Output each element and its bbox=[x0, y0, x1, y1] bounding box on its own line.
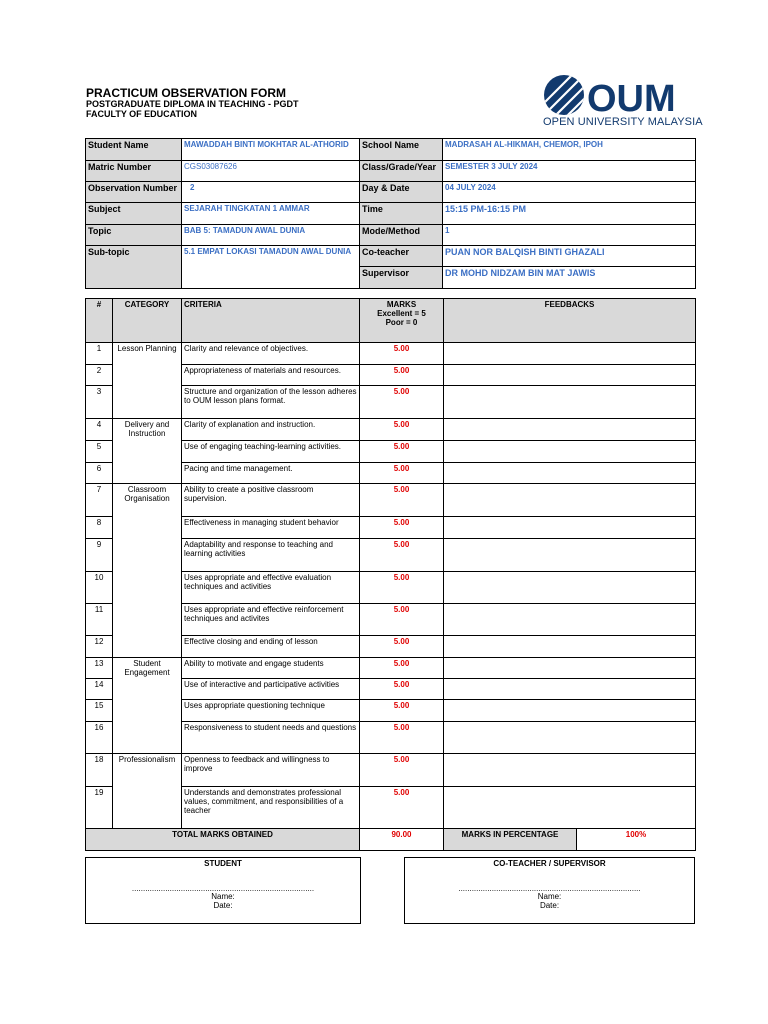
feedback-cell[interactable] bbox=[444, 463, 696, 484]
supervisor-signature-title: CO-TEACHER / SUPERVISOR bbox=[493, 859, 606, 868]
criteria-text: Clarity and relevance of objectives. bbox=[182, 343, 360, 365]
feedback-cell[interactable] bbox=[444, 517, 696, 539]
category-classroom: Classroom Organisation bbox=[113, 484, 182, 658]
class-label: Class/Grade/Year bbox=[360, 161, 443, 182]
table-row bbox=[86, 484, 696, 517]
row-number: 11 bbox=[86, 604, 113, 636]
mode-label: Mode/Method bbox=[360, 225, 443, 246]
feedback-cell[interactable] bbox=[444, 679, 696, 700]
category-professionalism: Professionalism bbox=[113, 754, 182, 829]
marks-header-title: MARKS bbox=[386, 300, 417, 309]
table-row bbox=[86, 658, 696, 679]
row-number: 14 bbox=[86, 679, 113, 700]
mark-value: 5.00 bbox=[360, 787, 444, 829]
row-number: 16 bbox=[86, 722, 113, 754]
mark-value: 5.00 bbox=[360, 658, 444, 679]
criteria-text: Use of interactive and participative activities bbox=[182, 679, 360, 700]
table-row bbox=[86, 343, 696, 365]
feedback-cell[interactable] bbox=[444, 754, 696, 787]
subtopic-label: Sub-topic bbox=[86, 246, 182, 289]
col-category-header: CATEGORY bbox=[113, 299, 182, 343]
feedback-cell[interactable] bbox=[444, 604, 696, 636]
row-number: 18 bbox=[86, 754, 113, 787]
row-number: 4 bbox=[86, 419, 113, 441]
marks-header-excellent: Excellent = 5 bbox=[377, 309, 426, 318]
criteria-text: Use of engaging teaching-learning activities. bbox=[182, 441, 360, 463]
form-title: PRACTICUM OBSERVATION FORM bbox=[86, 86, 286, 100]
mark-value: 5.00 bbox=[360, 722, 444, 754]
col-marks-header bbox=[360, 299, 444, 343]
info-table bbox=[85, 138, 696, 289]
category-delivery: Delivery and Instruction bbox=[113, 419, 182, 484]
time-value: 15:15 PM-16:15 PM bbox=[443, 203, 696, 225]
supervisor-signature-box bbox=[404, 857, 695, 924]
feedback-cell[interactable] bbox=[444, 658, 696, 679]
student-name-value: MAWADDAH BINTI MOKHTAR AL-ATHORID bbox=[182, 139, 360, 161]
col-feedbacks-header: FEEDBACKS bbox=[444, 299, 696, 343]
row-number: 10 bbox=[86, 572, 113, 604]
supervisor-label: Supervisor bbox=[360, 267, 443, 289]
criteria-text: Appropriateness of materials and resources. bbox=[182, 365, 360, 386]
topic-value: BAB 5: TAMADUN AWAL DUNIA bbox=[182, 225, 360, 246]
feedback-cell[interactable] bbox=[444, 386, 696, 419]
mark-value: 5.00 bbox=[360, 700, 444, 722]
total-marks-label: TOTAL MARKS OBTAINED bbox=[86, 829, 360, 851]
criteria-text: Uses appropriate and effective evaluation techniques and activities bbox=[182, 572, 360, 604]
feedback-cell[interactable] bbox=[444, 636, 696, 658]
criteria-text: Clarity of explanation and instruction. bbox=[182, 419, 360, 441]
criteria-table bbox=[85, 298, 696, 851]
school-name-label: School Name bbox=[360, 139, 443, 161]
row-number: 13 bbox=[86, 658, 113, 679]
date-label: Day & Date bbox=[360, 182, 443, 203]
feedback-cell[interactable] bbox=[444, 365, 696, 386]
coteacher-label: Co-teacher bbox=[360, 246, 443, 267]
subtopic-value: 5.1 EMPAT LOKASI TAMADUN AWAL DUNIA bbox=[182, 246, 360, 289]
percentage-label: MARKS IN PERCENTAGE bbox=[444, 829, 577, 850]
observation-label: Observation Number bbox=[86, 182, 182, 203]
percentage-value: 100% bbox=[625, 830, 647, 839]
feedback-cell[interactable] bbox=[444, 441, 696, 463]
criteria-text: Uses appropriate questioning technique bbox=[182, 700, 360, 722]
subject-label: Subject bbox=[86, 203, 182, 225]
category-engagement: Student Engagement bbox=[113, 658, 182, 754]
signature-line[interactable]: .................................................................................. bbox=[458, 884, 641, 893]
criteria-text: Effective closing and ending of lesson bbox=[182, 636, 360, 658]
date-value: 04 JULY 2024 bbox=[443, 182, 696, 203]
mark-value: 5.00 bbox=[360, 636, 444, 658]
row-number: 3 bbox=[86, 386, 113, 419]
mark-value: 5.00 bbox=[360, 386, 444, 419]
row-number: 5 bbox=[86, 441, 113, 463]
row-number: 12 bbox=[86, 636, 113, 658]
row-number: 8 bbox=[86, 517, 113, 539]
criteria-text: Adaptability and response to teaching and learning activities bbox=[182, 539, 360, 572]
mark-value: 5.00 bbox=[360, 343, 444, 365]
feedback-cell[interactable] bbox=[444, 539, 696, 572]
mark-value: 5.00 bbox=[360, 754, 444, 787]
mark-value: 5.00 bbox=[360, 441, 444, 463]
criteria-text: Pacing and time management. bbox=[182, 463, 360, 484]
topic-label: Topic bbox=[86, 225, 182, 246]
feedback-cell[interactable] bbox=[444, 419, 696, 441]
row-number: 2 bbox=[86, 365, 113, 386]
col-number-header: # bbox=[86, 299, 113, 343]
marks-header-poor: Poor = 0 bbox=[385, 318, 418, 327]
feedback-cell[interactable] bbox=[444, 722, 696, 754]
mark-value: 5.00 bbox=[360, 604, 444, 636]
supervisor-date-field: Date: bbox=[539, 901, 560, 910]
feedback-cell[interactable] bbox=[444, 343, 696, 365]
subject-value: SEJARAH TINGKATAN 1 AMMAR bbox=[182, 203, 360, 225]
row-number: 1 bbox=[86, 343, 113, 365]
col-criteria-header: CRITERIA bbox=[182, 299, 360, 343]
school-name-value: MADRASAH AL-HIKMAH, CHEMOR, IPOH bbox=[443, 139, 696, 161]
total-marks-value: 90.00 bbox=[360, 829, 444, 851]
coteacher-value: PUAN NOR BALQISH BINTI GHAZALI bbox=[443, 246, 696, 267]
feedback-cell[interactable] bbox=[444, 572, 696, 604]
student-name-label: Student Name bbox=[86, 139, 182, 161]
supervisor-value: DR MOHD NIDZAM BIN MAT JAWIS bbox=[443, 267, 696, 289]
mark-value: 5.00 bbox=[360, 419, 444, 441]
signature-line[interactable]: .................................................................................. bbox=[131, 884, 315, 893]
criteria-text: Ability to create a positive classroom supervision. bbox=[182, 484, 360, 517]
criteria-text: Ability to motivate and engage students bbox=[182, 658, 360, 679]
category-lesson-planning: Lesson Planning bbox=[113, 343, 182, 419]
criteria-text: Effectiveness in managing student behavior bbox=[182, 517, 360, 539]
mark-value: 5.00 bbox=[360, 484, 444, 517]
mark-value: 5.00 bbox=[360, 517, 444, 539]
row-number: 9 bbox=[86, 539, 113, 572]
row-number: 19 bbox=[86, 787, 113, 829]
logo-caption: OPEN UNIVERSITY MALAYSIA bbox=[543, 116, 703, 128]
row-number: 6 bbox=[86, 463, 113, 484]
faculty-name: FACULTY OF EDUCATION bbox=[86, 109, 197, 119]
criteria-text: Understands and demonstrates professional values, commitment, and responsibilities of a teacher bbox=[182, 787, 360, 829]
supervisor-name-field: Name: bbox=[537, 892, 562, 901]
table-row bbox=[86, 754, 696, 787]
row-number: 15 bbox=[86, 700, 113, 722]
student-signature-box bbox=[85, 857, 361, 924]
criteria-text: Openness to feedback and willingness to improve bbox=[182, 754, 360, 787]
table-row bbox=[86, 419, 696, 441]
student-signature-title: STUDENT bbox=[204, 859, 242, 868]
student-date-field: Date: bbox=[213, 901, 233, 910]
mark-value: 5.00 bbox=[360, 679, 444, 700]
criteria-text: Uses appropriate and effective reinforcement techniques and activites bbox=[182, 604, 360, 636]
class-value: SEMESTER 3 JULY 2024 bbox=[443, 161, 696, 182]
criteria-text: Structure and organization of the lesson adheres to OUM lesson plans format. bbox=[182, 386, 360, 419]
mark-value: 5.00 bbox=[360, 365, 444, 386]
student-name-field: Name: bbox=[211, 892, 235, 901]
row-number: 7 bbox=[86, 484, 113, 517]
time-label: Time bbox=[360, 203, 443, 225]
percentage-cell bbox=[444, 829, 696, 851]
matric-value: CGS03087626 bbox=[182, 161, 360, 182]
mode-value: 1 bbox=[443, 225, 696, 246]
feedback-cell[interactable] bbox=[444, 700, 696, 722]
form-subtitle: POSTGRADUATE DIPLOMA IN TEACHING - PGDT bbox=[86, 99, 299, 109]
feedback-cell[interactable] bbox=[444, 787, 696, 829]
mark-value: 5.00 bbox=[360, 463, 444, 484]
observation-value: 2 bbox=[182, 182, 360, 203]
logo-wordmark: OUM bbox=[587, 78, 676, 120]
feedback-cell[interactable] bbox=[444, 484, 696, 517]
mark-value: 5.00 bbox=[360, 539, 444, 572]
mark-value: 5.00 bbox=[360, 572, 444, 604]
totals-row bbox=[86, 829, 696, 851]
criteria-text: Responsiveness to student needs and questions bbox=[182, 722, 360, 754]
matric-label: Matric Number bbox=[86, 161, 182, 182]
